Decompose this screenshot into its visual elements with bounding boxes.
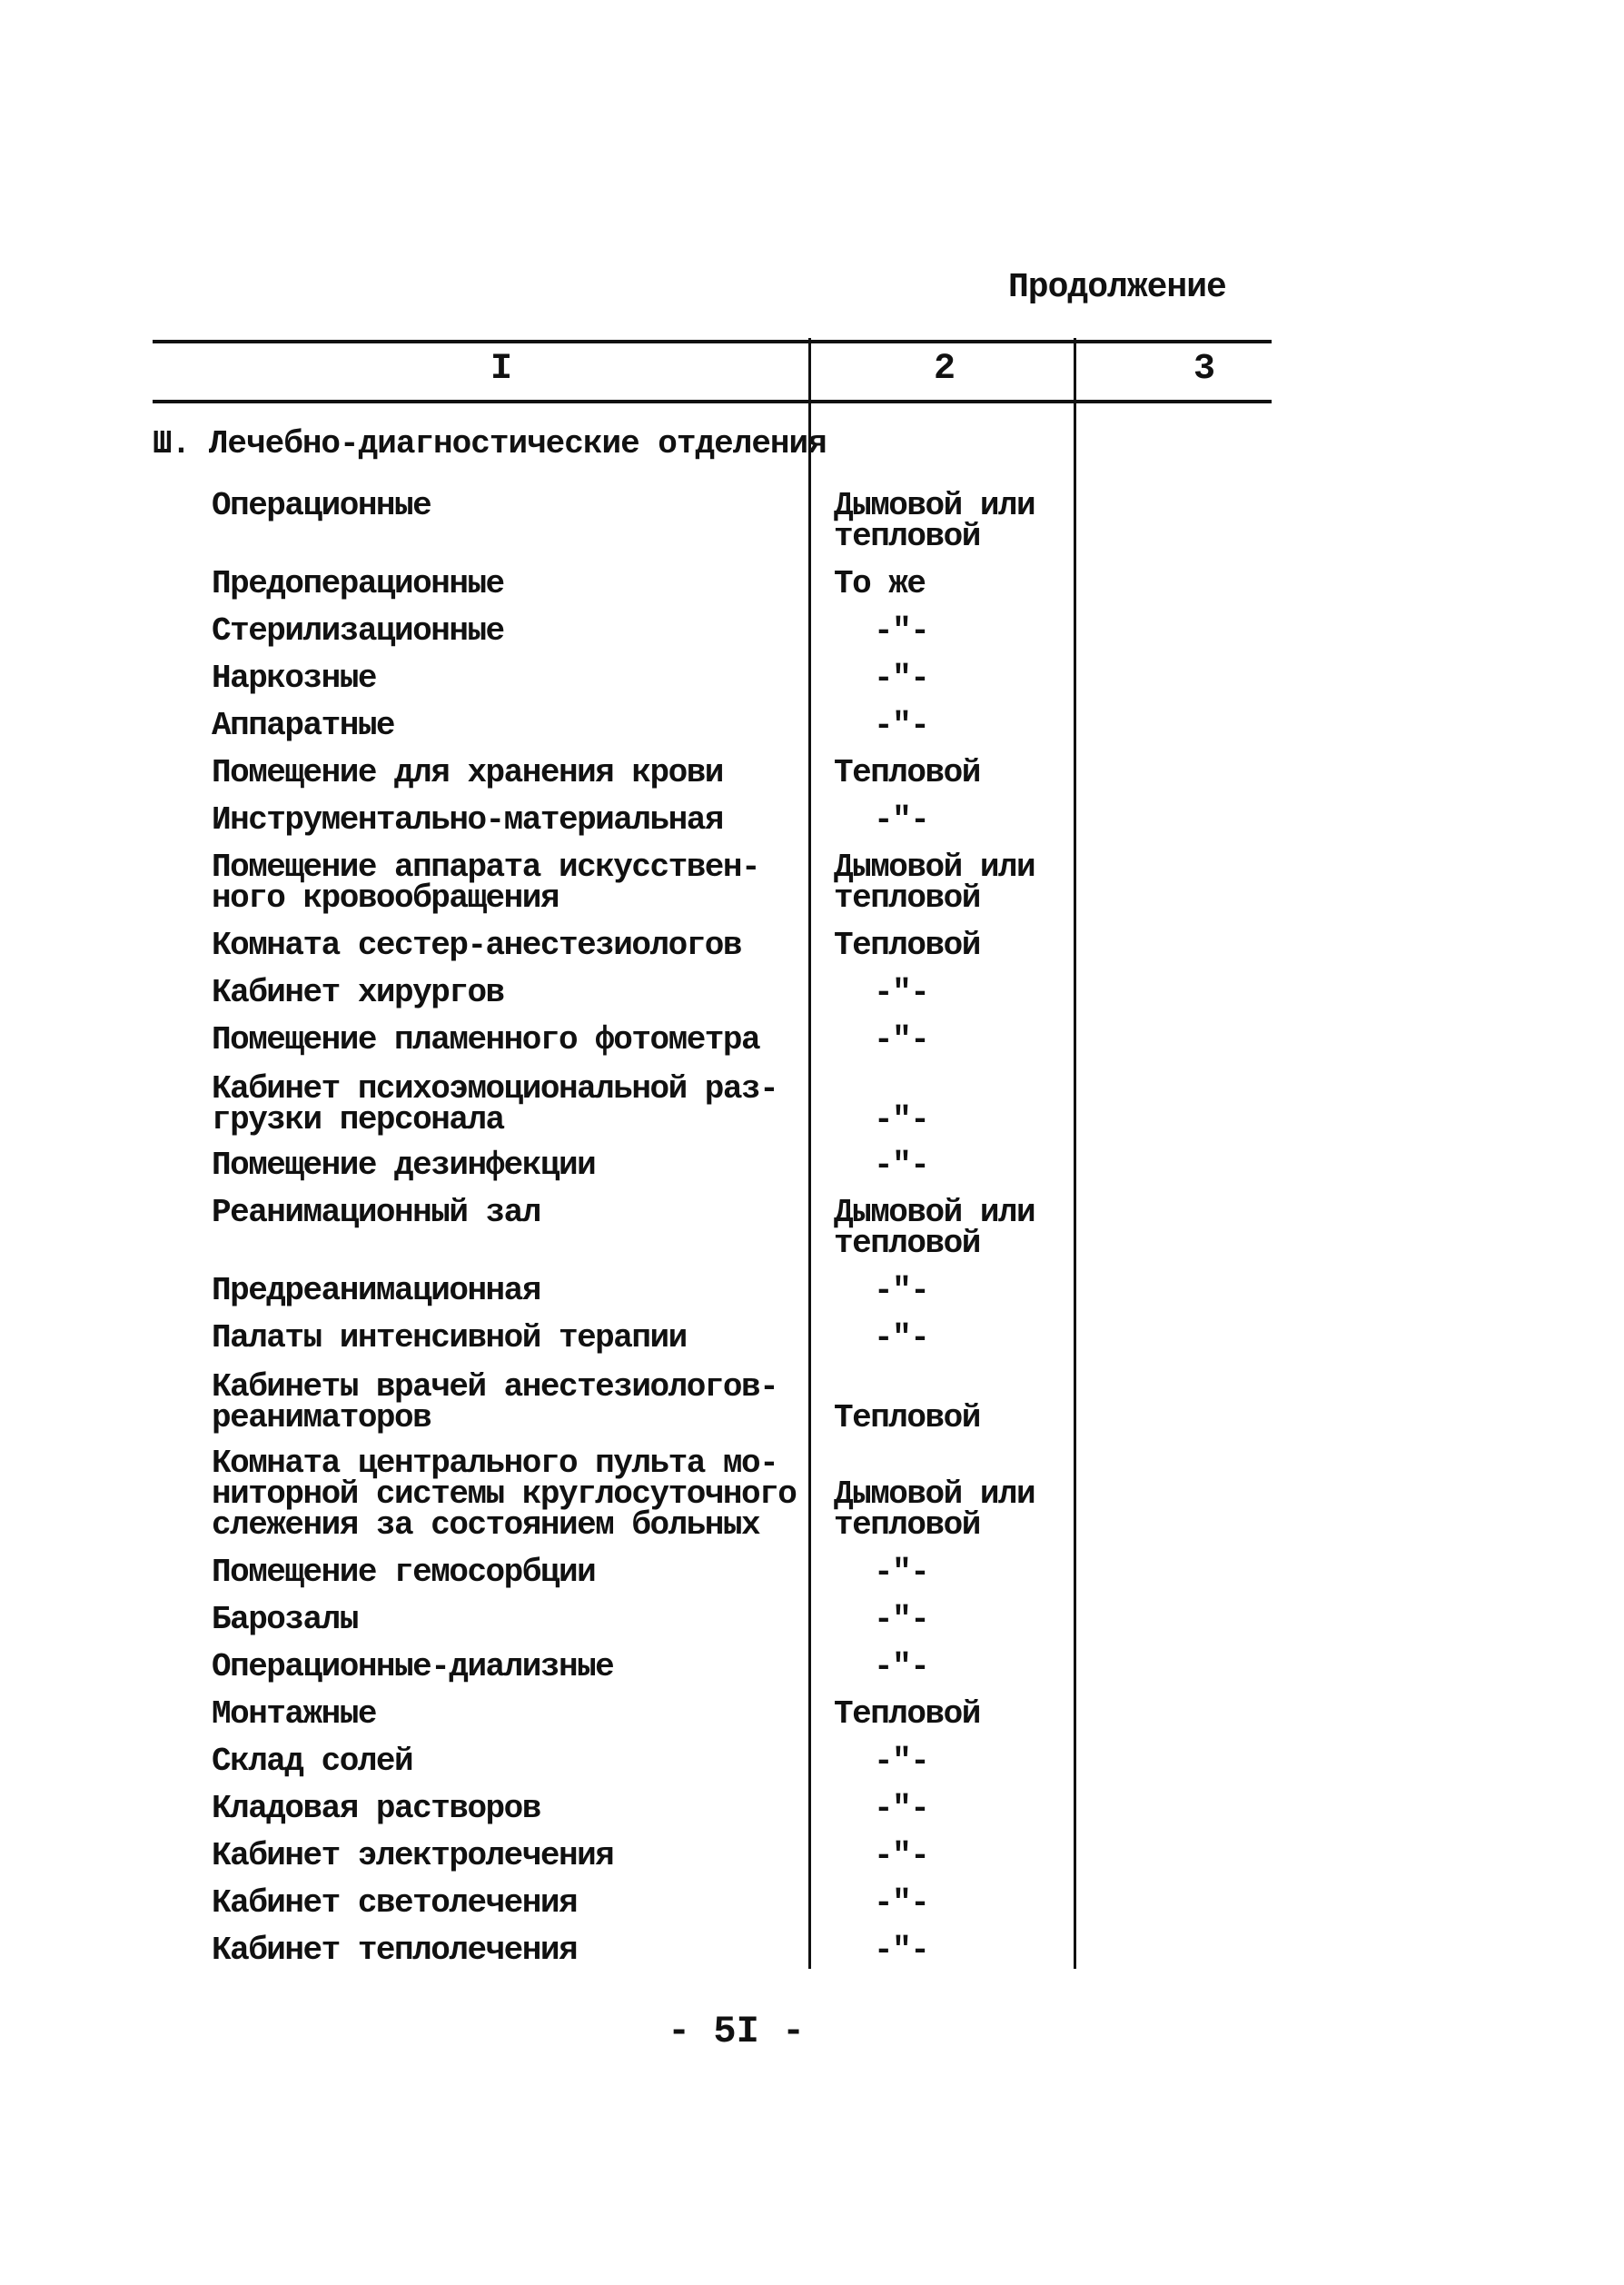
- detector-type: Тепловой: [834, 754, 980, 791]
- detector-type: -"-: [874, 707, 929, 744]
- detector-type: -"-: [874, 1319, 929, 1356]
- room-name: Кабинет теплолечения: [212, 1932, 578, 1969]
- room-name: Реанимационный зал: [212, 1194, 540, 1231]
- continuation-label: Продолжение: [1008, 268, 1226, 307]
- detector-type: -"-: [874, 1932, 929, 1969]
- room-name: Наркозные: [212, 660, 376, 697]
- page-number: - 5I -: [668, 2010, 806, 2053]
- room-name: Предоперационные: [212, 565, 504, 602]
- detector-type: Дымовой или тепловой: [834, 1194, 1035, 1262]
- table-header-rule: [153, 400, 1272, 403]
- detector-type: -"-: [874, 801, 929, 839]
- detector-type: -"-: [874, 1101, 929, 1138]
- column-header-1: I: [490, 349, 513, 390]
- detector-type: -"-: [874, 1884, 929, 1922]
- detector-type: -"-: [874, 974, 929, 1011]
- room-name: Комната центрального пульта мо- ниторной системы круглосуточного слежения за состоянием больных: [212, 1445, 797, 1544]
- table-top-rule: [153, 340, 1272, 343]
- room-name: Предреанимационная: [212, 1272, 540, 1309]
- room-name: Кабинет хирургов: [212, 974, 504, 1011]
- detector-type: -"-: [874, 1021, 929, 1058]
- detector-type: Дымовой или тепловой: [834, 1475, 1035, 1544]
- detector-type: -"-: [874, 660, 929, 697]
- detector-type: Тепловой: [834, 927, 980, 964]
- room-name: Кабинет психоэмоциональной раз- грузки персонала: [212, 1070, 778, 1138]
- room-name: Комната сестер-анестезиологов: [212, 927, 742, 964]
- room-name: Операционные-диализные: [212, 1648, 614, 1685]
- room-name: Кладовая растворов: [212, 1790, 540, 1827]
- room-name: Барозалы: [212, 1601, 358, 1638]
- detector-type: То же: [834, 565, 926, 602]
- column-header-3: 3: [1193, 349, 1216, 390]
- room-name: Аппаратные: [212, 707, 395, 744]
- detector-type: -"-: [874, 1601, 929, 1638]
- detector-type: Дымовой или тепловой: [834, 849, 1035, 917]
- room-name: Стерилизационные: [212, 612, 504, 650]
- room-name: Склад солей: [212, 1743, 413, 1780]
- detector-type: -"-: [874, 1147, 929, 1184]
- room-name: Помещение для хранения крови: [212, 754, 723, 791]
- room-name: Помещение дезинфекции: [212, 1147, 596, 1184]
- room-name: Кабинет электролечения: [212, 1837, 614, 1874]
- room-name: Инструментально-материальная: [212, 801, 723, 839]
- detector-type: Тепловой: [834, 1399, 980, 1436]
- room-name: Кабинет светолечения: [212, 1884, 578, 1922]
- section-title: Ш. Лечебно-диагностические отделения: [153, 425, 827, 462]
- column-header-2: 2: [934, 349, 956, 390]
- detector-type: -"-: [874, 1743, 929, 1780]
- room-name: Кабинеты врачей анестезиологов- реаниматоров: [212, 1368, 778, 1436]
- detector-type: -"-: [874, 1837, 929, 1874]
- room-name: Палаты интенсивной терапии: [212, 1319, 687, 1356]
- room-name: Операционные: [212, 487, 431, 524]
- detector-type: -"-: [874, 1554, 929, 1591]
- room-name: Монтажные: [212, 1695, 376, 1733]
- room-name: Помещение гемосорбции: [212, 1554, 596, 1591]
- room-name: Помещение аппарата искусствен- ного кровообращения: [212, 849, 760, 917]
- detector-type: -"-: [874, 612, 929, 650]
- detector-type: Тепловой: [834, 1695, 980, 1733]
- detector-type: -"-: [874, 1648, 929, 1685]
- detector-type: -"-: [874, 1272, 929, 1309]
- detector-type: Дымовой или тепловой: [834, 487, 1035, 555]
- room-name: Помещение пламенного фотометра: [212, 1021, 760, 1058]
- detector-type: -"-: [874, 1790, 929, 1827]
